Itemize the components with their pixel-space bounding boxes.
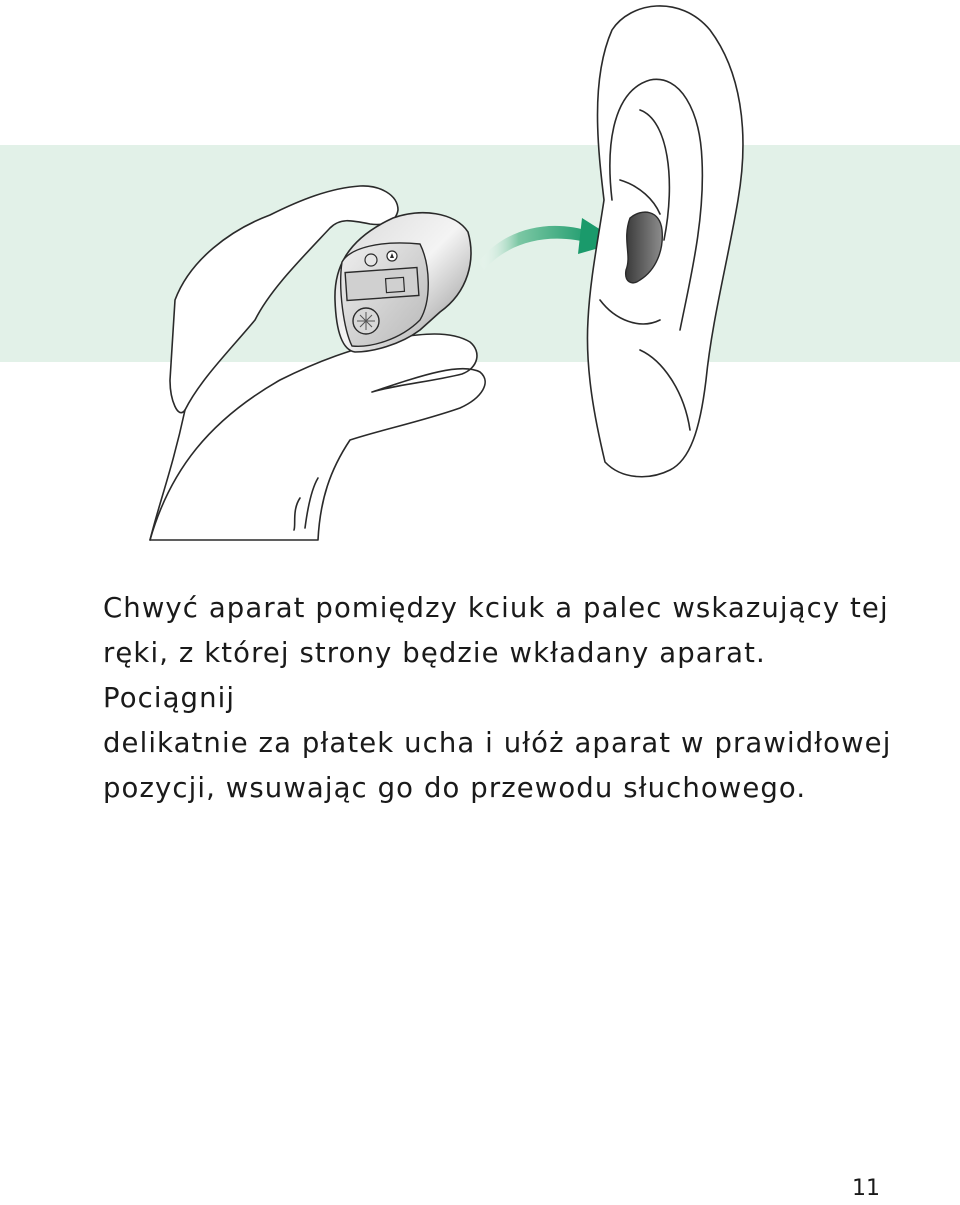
instruction-line: ręki, z której strony będzie wkładany aparat. Pociągnij	[103, 637, 766, 714]
instruction-line: Chwyć aparat pomiędzy kciuk a palec wskazujący tej	[103, 592, 889, 624]
instruction-line: pozycji, wsuwając go do przewodu słuchowego.	[103, 772, 807, 804]
ear-drawing	[587, 6, 742, 477]
page-number: 11	[852, 1176, 880, 1201]
instruction-line: delikatnie za płatek ucha i ułóż aparat w prawidłowej	[103, 727, 892, 759]
hearing-aid-insertion-illustration	[0, 0, 960, 560]
instruction-text	[103, 586, 903, 811]
background-band	[0, 145, 960, 362]
